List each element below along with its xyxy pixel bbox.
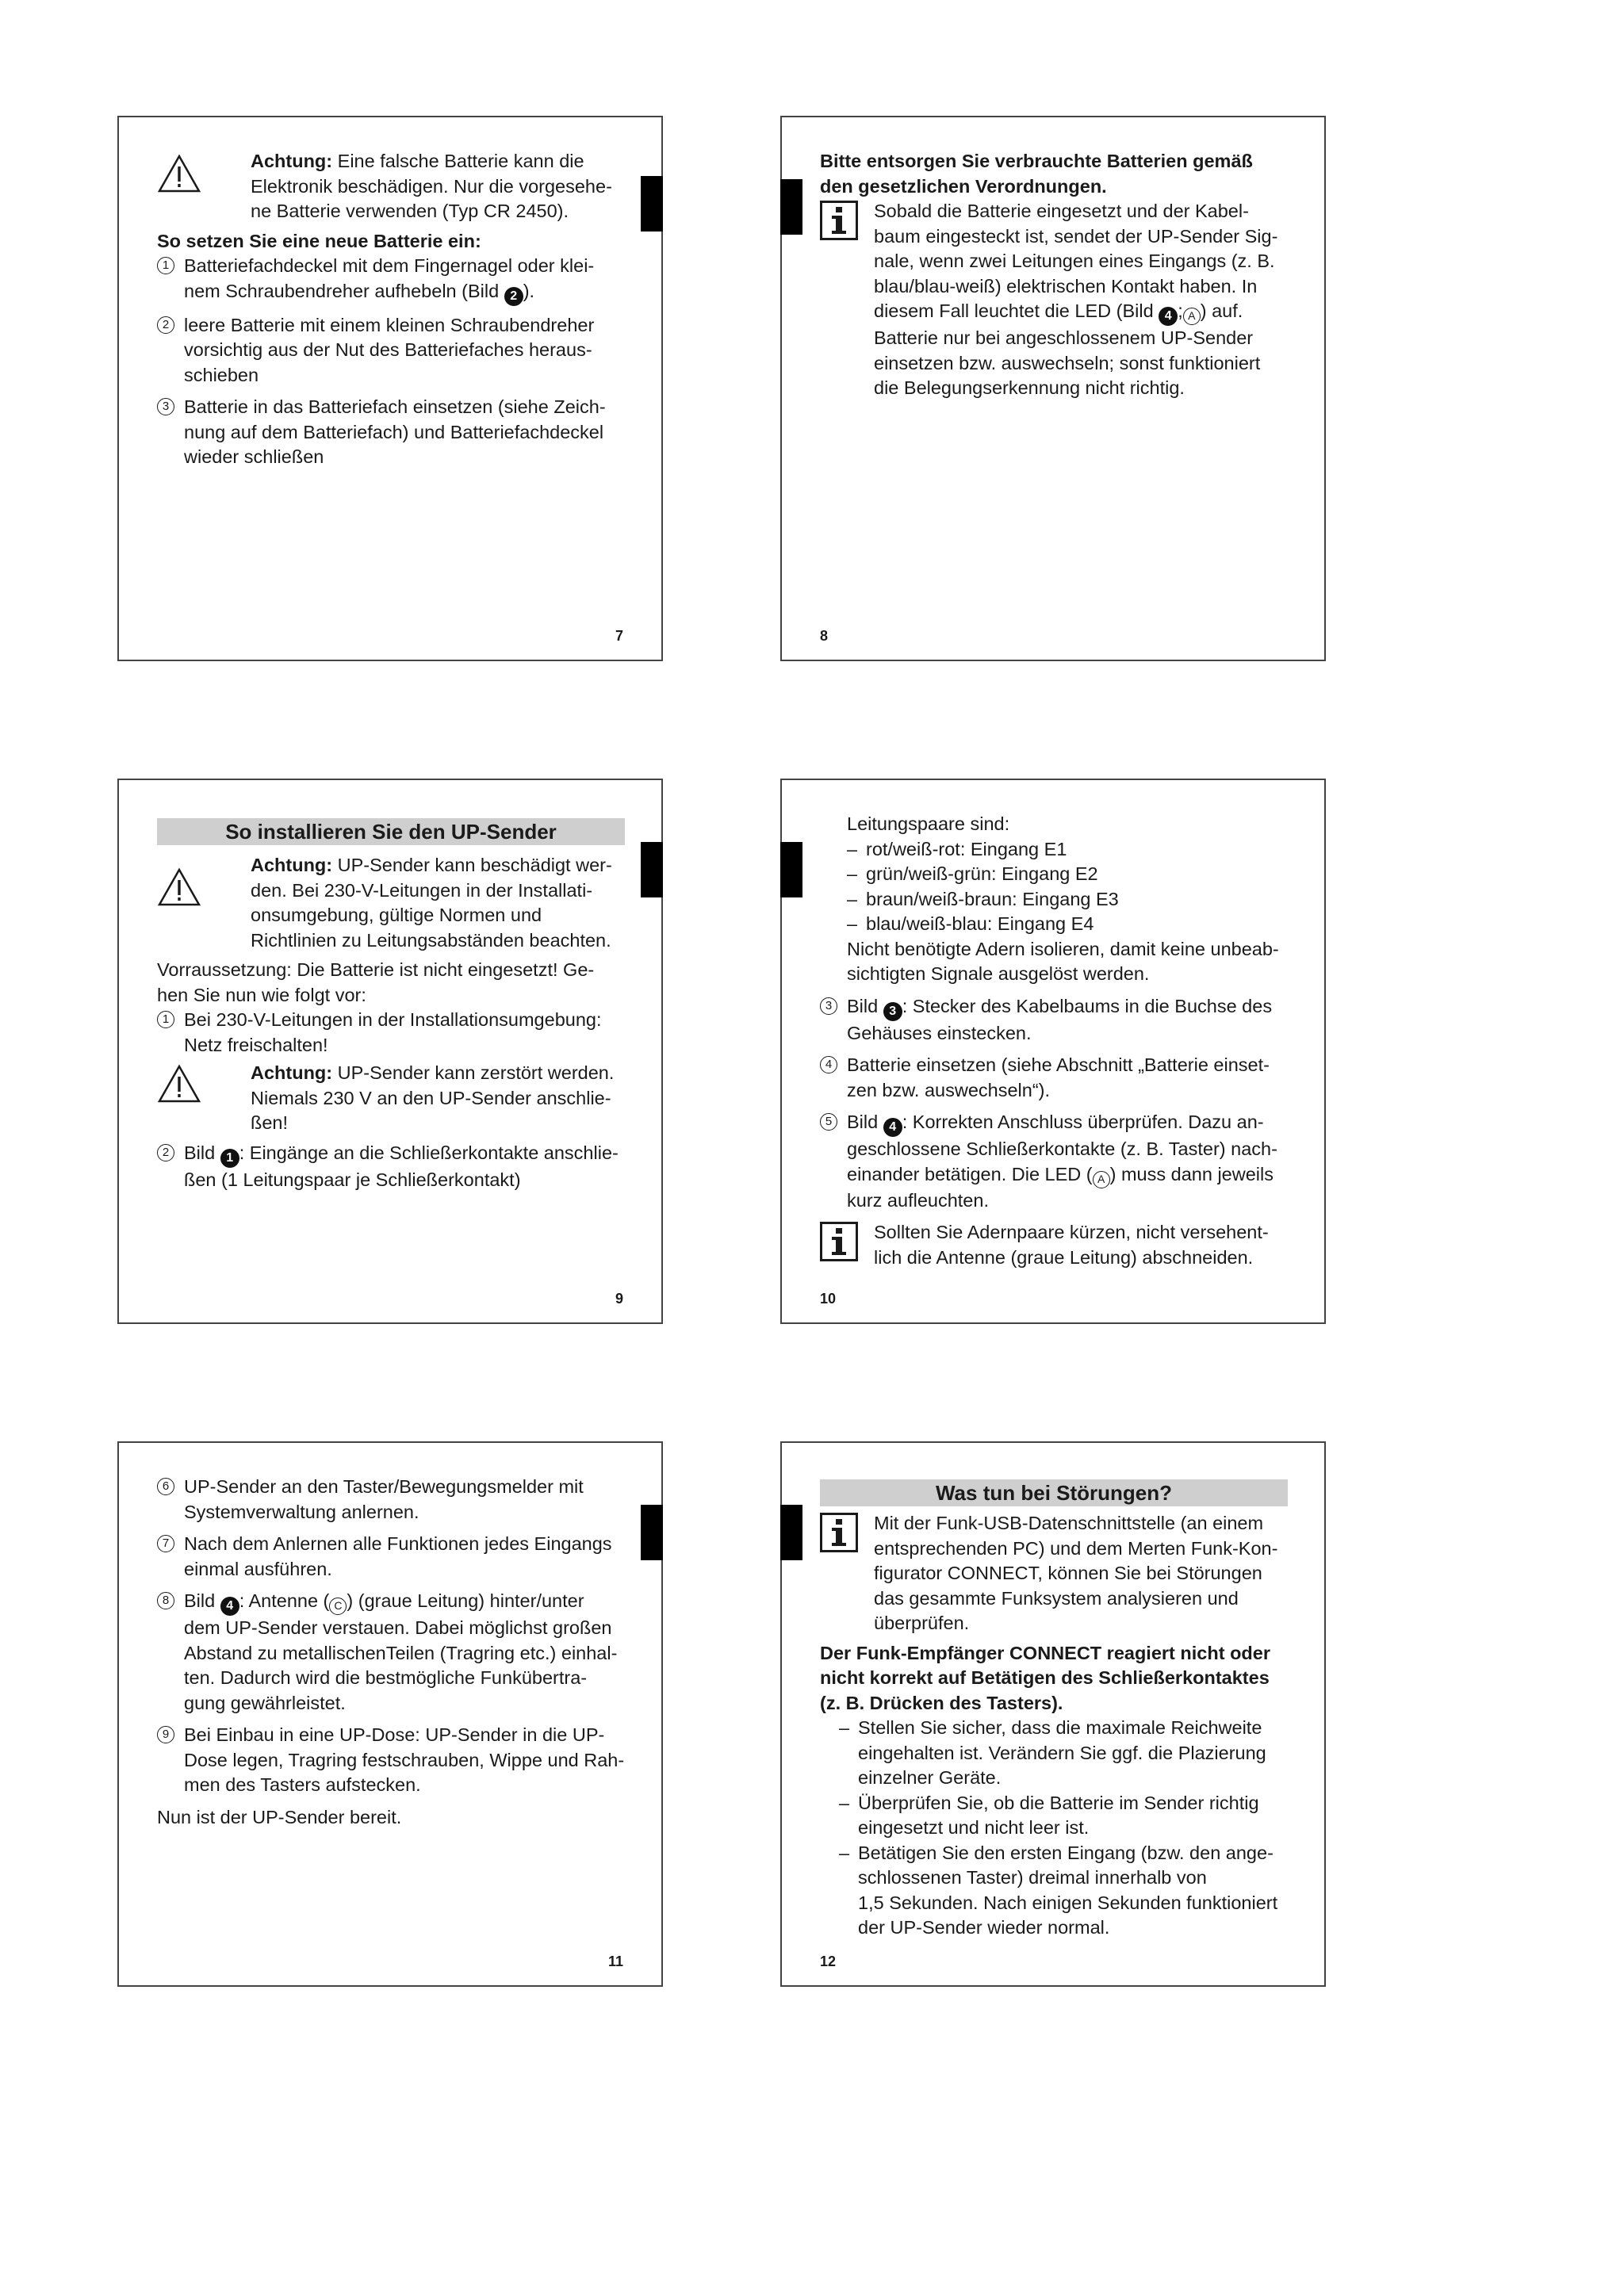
warning-icon [157, 867, 201, 907]
warning-icon [157, 154, 201, 193]
step-text: Netz freischalten! [184, 1034, 328, 1055]
step-number: 4 [820, 1056, 837, 1073]
info-text: überprüfen. [874, 1613, 970, 1633]
page-number: 10 [820, 1291, 837, 1307]
step-text: : Antenne ( [239, 1590, 330, 1611]
list-item-text: Betätigen Sie den ersten Eingang (bzw. den ange- [858, 1842, 1274, 1863]
label-ref-circle: A [1183, 308, 1201, 325]
step-text: kurz aufleuchten. [847, 1189, 989, 1211]
prerequisite-text: hen Sie nun wie folgt vor: [157, 984, 366, 1005]
figure-ref-badge: 4 [220, 1597, 239, 1616]
info-icon [820, 201, 858, 240]
list-item-text: braun/weiß-braun: Eingang E3 [866, 888, 1119, 909]
step-number: 1 [157, 1011, 174, 1028]
warning-label: Achtung: [251, 855, 333, 875]
step-3 [157, 395, 625, 470]
figure-ref-badge: 2 [504, 287, 523, 306]
info-text: diesem Fall leuchtet die LED (Bild [874, 300, 1159, 321]
step-3 [820, 994, 1288, 1047]
step-6 [157, 1475, 625, 1525]
wire-pairs-title: Leitungspaare sind: [847, 813, 1010, 834]
info-text: Sollten Sie Adernpaare kürzen, nicht versehent- [874, 1222, 1269, 1242]
dash: – [847, 838, 858, 859]
step-text: ) (graue Leitung) hinter/unter [347, 1590, 584, 1611]
thumb-tab [641, 842, 663, 897]
list-item [847, 837, 1288, 863]
step-text: ßen (1 Leitungspaar je Schließerkontakt) [184, 1169, 521, 1190]
dash: – [839, 1717, 850, 1738]
step-text: zen bzw. auswechseln“). [847, 1079, 1051, 1100]
warning-text: den. Bei 230-V-Leitungen in der Installati- [251, 879, 593, 901]
list-item [847, 862, 1288, 887]
page-11 [117, 1441, 663, 1987]
warning-icon [157, 1064, 201, 1104]
info-icon [820, 1513, 858, 1552]
info-text: Sobald die Batterie eingesetzt und der Kabel- [874, 201, 1249, 221]
step-text: : Korrekten Anschluss überprüfen. Dazu an- [902, 1112, 1264, 1132]
step-text: Bild [184, 1142, 220, 1163]
list-item-text: der UP-Sender wieder normal. [858, 1917, 1110, 1938]
info-text: einsetzen bzw. auswechseln; sonst funktioniert [874, 352, 1261, 373]
prerequisite-text: Vorraussetzung: Die Batterie ist nicht eingesetzt! Ge- [157, 959, 595, 980]
step-text: Batteriefachdeckel mit dem Fingernagel oder klei- [184, 255, 595, 276]
info-text: die Belegungserkennung nicht richtig. [874, 377, 1185, 398]
list-item-text: schlossenen Taster) dreimal innerhalb von [858, 1867, 1207, 1888]
warning-text: Eine falsche Batterie kann die [337, 151, 584, 171]
step-text: dem UP-Sender verstauen. Dabei möglichst großen [184, 1617, 612, 1638]
step-number: 8 [157, 1592, 174, 1609]
step-text: Bild [184, 1590, 220, 1611]
step-2 [157, 1141, 625, 1193]
page-8 [780, 116, 1326, 661]
body-text: sichtigten Signale ausgelöst werden. [847, 963, 1150, 984]
page-number: 12 [820, 1954, 837, 1969]
info-text: lich die Antenne (graue Leitung) abschneiden. [874, 1246, 1254, 1268]
step-text: Batterie in das Batteriefach einsetzen (siehe Zeich- [184, 396, 606, 417]
step-text: Bild [847, 995, 883, 1016]
step-text: nung auf dem Batteriefach) und Batteriefachdeckel [184, 421, 604, 442]
step-text: Systemverwaltung anlernen. [184, 1501, 419, 1522]
step-number: 5 [820, 1113, 837, 1131]
info-text: baum eingesteckt ist, sendet der UP-Sender Sig- [874, 225, 1278, 247]
step-text: ) muss dann jeweils [1109, 1163, 1274, 1184]
list-item [820, 1716, 1288, 1791]
wire-pairs [820, 812, 1288, 987]
warning-note [157, 149, 625, 224]
dash: – [847, 863, 858, 884]
step-text: gung gewährleistet. [184, 1692, 346, 1713]
list-item [820, 1791, 1288, 1841]
list-item-text: einzelner Geräte. [858, 1767, 1002, 1788]
page-10 [780, 779, 1326, 1324]
page-12 [780, 1441, 1326, 1987]
step-number: 7 [157, 1535, 174, 1552]
step-text: einander betätigen. Die LED ( [847, 1163, 1093, 1184]
step-text: Dose legen, Tragring festschrauben, Wippe und Rah- [184, 1749, 625, 1770]
list-item-text: rot/weiß-rot: Eingang E1 [866, 838, 1067, 859]
step-8 [157, 1589, 625, 1716]
list-item-text: Überprüfen Sie, ob die Batterie im Sender richtig [858, 1792, 1259, 1813]
figure-ref-badge: 3 [883, 1002, 902, 1021]
step-9 [157, 1723, 625, 1798]
thumb-tab [780, 842, 802, 897]
warning-text: onsumgebung, gültige Normen und [251, 905, 542, 925]
step-text: schieben [184, 364, 259, 385]
step-number: 3 [157, 398, 174, 415]
info-note: Sobald die Batterie eingesetzt und der Kabel- baum eingesteckt ist, sendet der UP-Sender Sig- nale, wenn zwei Leitungen eines Eingangs (z. B. blau/blau-weiß) elektrischen Kontakt haben. In diesem Fall leuchtet die LED (Bild 4 ; A ) auf. Batterie nur bei angeschlossenem UP-Sender einsetzen bzw. auswechseln; sonst funktioniert die Belegungserkennung nicht richtig. [820, 199, 1288, 401]
list-item-text: blau/weiß-blau: Eingang E4 [866, 913, 1094, 934]
step-text: : Stecker des Kabelbaums in die Buchse des [902, 995, 1273, 1016]
step-number: 3 [820, 997, 837, 1015]
step-text: Batterie einsetzen (siehe Abschnitt „Batterie einset- [847, 1054, 1270, 1075]
list-item-text: 1,5 Sekunden. Nach einigen Sekunden funktioniert [858, 1892, 1278, 1913]
info-text: ) auf. [1200, 300, 1243, 321]
warning-note [157, 1061, 625, 1136]
list-item-text: grün/weiß-grün: Eingang E2 [866, 863, 1098, 884]
step-text: ). [523, 280, 535, 301]
step-1 [157, 254, 625, 306]
step-text: Nach dem Anlernen alle Funktionen jedes Eingangs [184, 1533, 612, 1554]
list-item [847, 912, 1288, 937]
thumb-tab [780, 1505, 802, 1560]
step-number: 2 [157, 316, 174, 334]
info-text: Batterie nur bei angeschlossenem UP-Sender [874, 327, 1254, 348]
info-text: nale, wenn zwei Leitungen eines Eingangs (z. B. [874, 251, 1275, 271]
dash: – [847, 888, 858, 909]
info-icon [820, 1222, 858, 1261]
info-text: entsprechenden PC) und dem Merten Funk-Kon- [874, 1537, 1278, 1559]
warning-text: ne Batterie verwenden (Typ CR 2450). [251, 201, 569, 221]
step-text: Bild [847, 1112, 883, 1132]
figure-ref-badge: 4 [883, 1118, 902, 1137]
figure-ref-badge: 4 [1159, 307, 1178, 326]
warning-text: Richtlinien zu Leitungsabständen beachten. [251, 929, 611, 951]
step-text: Gehäuses einstecken. [847, 1022, 1032, 1043]
body-text: Nicht benötigte Adern isolieren, damit keine unbeab- [847, 938, 1279, 959]
step-text: UP-Sender an den Taster/Bewegungsmelder mit [184, 1476, 584, 1497]
disposal-text: den gesetzlichen Verordnungen. [820, 175, 1107, 197]
step-text: men des Tasters aufstecken. [184, 1774, 421, 1795]
info-text: blau/blau-weiß) elektrischen Kontakt haben. In [874, 275, 1258, 297]
step-text: Abstand zu metallischenTeilen (Tragring etc.) einhal- [184, 1642, 618, 1663]
problem-text: (z. B. Drücken des Tasters). [820, 1692, 1063, 1713]
page-number: 8 [820, 628, 829, 644]
step-2 [157, 313, 625, 388]
step-text: ten. Dadurch wird die bestmögliche Funkübertra- [184, 1667, 588, 1688]
step-7 [157, 1532, 625, 1582]
step-text: geschlossene Schließerkontakte (z. B. Taster) nach- [847, 1138, 1277, 1159]
info-text: das gesammte Funksystem analysieren und [874, 1587, 1239, 1609]
disposal-text: Bitte entsorgen Sie verbrauchte Batterien gemäß [820, 151, 1253, 171]
step-1 [157, 1008, 625, 1058]
info-note [820, 1220, 1288, 1270]
page-number: 9 [615, 1291, 623, 1307]
body-text: Nun ist der UP-Sender bereit. [157, 1806, 402, 1827]
step-number: 1 [157, 257, 174, 274]
step-text: Bei 230-V-Leitungen in der Installationsumgebung: [184, 1009, 602, 1030]
warning-note [157, 853, 625, 953]
page-9 [117, 779, 663, 1324]
step-number: 2 [157, 1144, 174, 1161]
step-text: : Eingänge an die Schließerkontakte anschlie- [239, 1142, 619, 1163]
thumb-tab [641, 176, 663, 232]
step-text: vorsichtig aus der Nut des Batteriefaches heraus- [184, 339, 592, 360]
info-note [820, 1511, 1288, 1636]
thumb-tab [780, 179, 802, 235]
section-heading: So setzen Sie eine neue Batterie ein: [157, 230, 481, 251]
warning-text: ßen! [251, 1112, 289, 1133]
page-number: 11 [607, 1954, 623, 1969]
step-text: wieder schließen [184, 446, 324, 467]
step-5 [820, 1110, 1288, 1213]
list-item [847, 887, 1288, 913]
info-text: Mit der Funk-USB-Datenschnittstelle (an einem [874, 1513, 1264, 1533]
info-text: figurator CONNECT, können Sie bei Störungen [874, 1563, 1262, 1583]
step-text: leere Batterie mit einem kleinen Schraubendreher [184, 314, 595, 335]
label-ref-circle: A [1093, 1171, 1110, 1188]
list-item [820, 1841, 1288, 1941]
step-text: nem Schraubendreher aufhebeln (Bild [184, 280, 504, 301]
warning-text: UP-Sender kann zerstört werden. [337, 1062, 615, 1083]
dash: – [839, 1842, 850, 1863]
warning-label: Achtung: [251, 151, 333, 171]
list-item-text: eingesetzt und nicht leer ist. [858, 1817, 1090, 1838]
warning-label: Achtung: [251, 1062, 333, 1083]
warning-text: Niemals 230 V an den UP-Sender anschlie- [251, 1087, 611, 1108]
figure-ref-badge: 1 [220, 1149, 239, 1168]
page-number: 7 [615, 628, 623, 644]
list-item-text: Stellen Sie sicher, dass die maximale Reichweite [858, 1717, 1262, 1738]
step-number: 6 [157, 1478, 174, 1495]
dash: – [839, 1792, 850, 1813]
section-heading: Was tun bei Störungen? [820, 1479, 1288, 1506]
warning-text: UP-Sender kann beschädigt wer- [337, 855, 612, 875]
step-4 [820, 1053, 1288, 1103]
step-number: 9 [157, 1726, 174, 1743]
label-ref-circle: C [329, 1598, 347, 1615]
problem-text: nicht korrekt auf Betätigen des Schließerkontaktes [820, 1667, 1270, 1688]
dash: – [847, 913, 858, 934]
section-heading: So installieren Sie den UP-Sender [157, 818, 625, 845]
warning-text: Elektronik beschädigen. Nur die vorgesehe- [251, 175, 612, 197]
step-text: einmal ausführen. [184, 1558, 332, 1579]
page-7 [117, 116, 663, 661]
thumb-tab [641, 1505, 663, 1560]
list-item-text: eingehalten ist. Verändern Sie ggf. die Plazierung [858, 1742, 1266, 1763]
step-text: Bei Einbau in eine UP-Dose: UP-Sender in die UP- [184, 1724, 605, 1745]
problem-text: Der Funk-Empfänger CONNECT reagiert nicht oder [820, 1642, 1270, 1663]
